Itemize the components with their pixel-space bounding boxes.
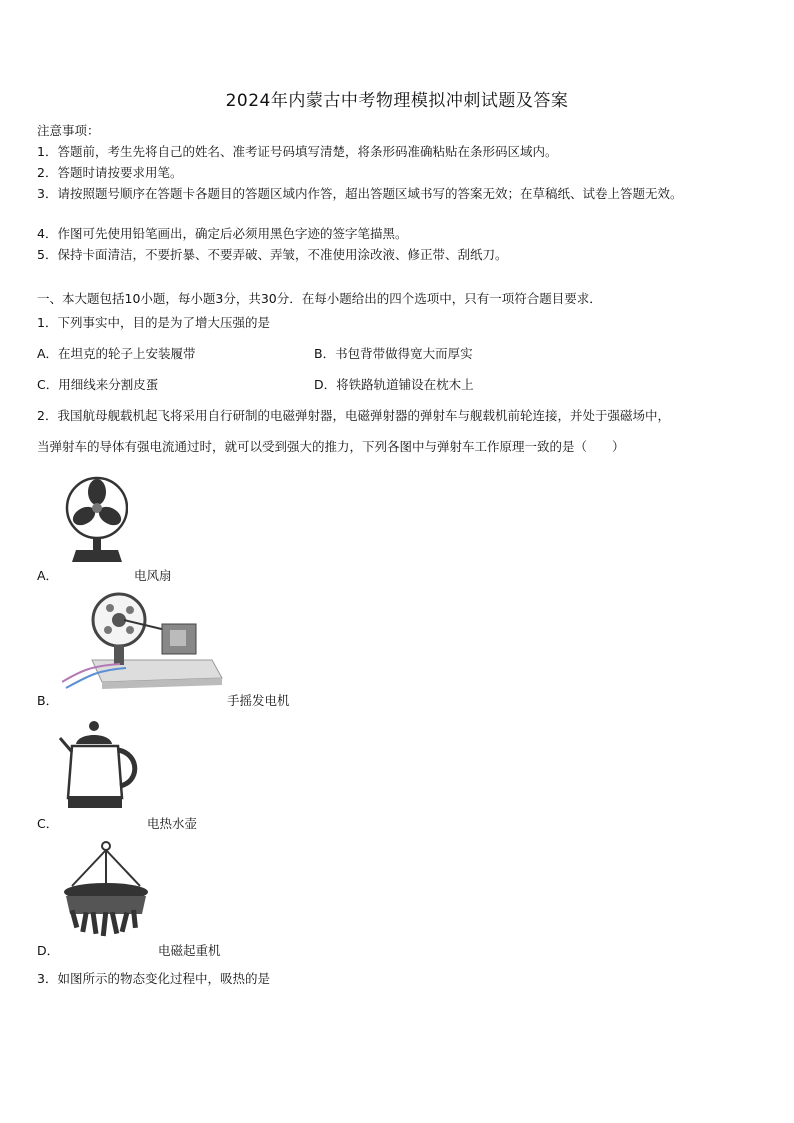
q1-option-c: C．用细线来分割皮蛋 bbox=[37, 377, 159, 392]
electromagnetic-crane-icon bbox=[58, 840, 154, 940]
notice-item: 1．答题前，考生先将自己的姓名、准考证号码填写清楚，将条形码准确粘贴在条形码区域内。 bbox=[37, 144, 558, 159]
q2-option-a-letter: A． bbox=[37, 568, 59, 583]
q2-option-c-letter: C． bbox=[37, 816, 59, 831]
question-3-stem: 3．如图所示的物态变化过程中，吸热的是 bbox=[37, 971, 270, 986]
q2-option-d-letter: D． bbox=[37, 943, 60, 958]
question-2-stem-line1: 2．我国航母舰载机起飞将采用自行研制的电磁弹射器，电磁弹射器的弹射车与舰载机前轮连接，并处于强磁场中， bbox=[37, 408, 670, 423]
q2-option-a-caption: 电风扇 bbox=[134, 568, 172, 583]
electric-fan-icon bbox=[64, 468, 128, 564]
section-intro: 一、本大题包括10小题，每小题3分，共30分．在每小题给出的四个选项中，只有一项符合题目要求． bbox=[37, 291, 602, 306]
q2-option-c-caption: 电热水壶 bbox=[147, 816, 198, 831]
q2-option-d-caption: 电磁起重机 bbox=[158, 943, 221, 958]
hand-crank-generator-icon bbox=[62, 590, 228, 694]
notice-item: 2．答题时请按要求用笔。 bbox=[37, 165, 183, 180]
q1-option-d: D．将铁路轨道铺设在枕木上 bbox=[314, 377, 474, 392]
notice-item: 5．保持卡面清洁，不要折暴、不要弄破、弄皱，不准使用涂改液、修正带、刮纸刀。 bbox=[37, 247, 508, 262]
question-2-stem-line2: 当弹射车的导体有强电流通过时，就可以受到强大的推力，下列各图中与弹射车工作原理一致的是（ ） bbox=[37, 439, 625, 454]
q1-option-a: A．在坦克的轮子上安装履带 bbox=[37, 346, 196, 361]
notice-heading: 注意事项： bbox=[37, 123, 100, 138]
q1-option-b: B．书包背带做得宽大而厚实 bbox=[314, 346, 473, 361]
notice-item: 3．请按照题号顺序在答题卡各题目的答题区域内作答，超出答题区域书写的答案无效；在草稿纸、试卷上答题无效。 bbox=[37, 186, 683, 201]
q2-option-b-caption: 手摇发电机 bbox=[227, 693, 290, 708]
q2-option-b-letter: B． bbox=[37, 693, 59, 708]
notice-item: 4．作图可先使用铅笔画出，确定后必须用黑色字迹的签字笔描黑。 bbox=[37, 226, 408, 241]
question-1-stem: 1．下列事实中，目的是为了增大压强的是 bbox=[37, 315, 270, 330]
page-title: 2024年内蒙古中考物理模拟冲刺试题及答案 bbox=[225, 91, 569, 111]
electric-kettle-icon bbox=[56, 718, 142, 812]
